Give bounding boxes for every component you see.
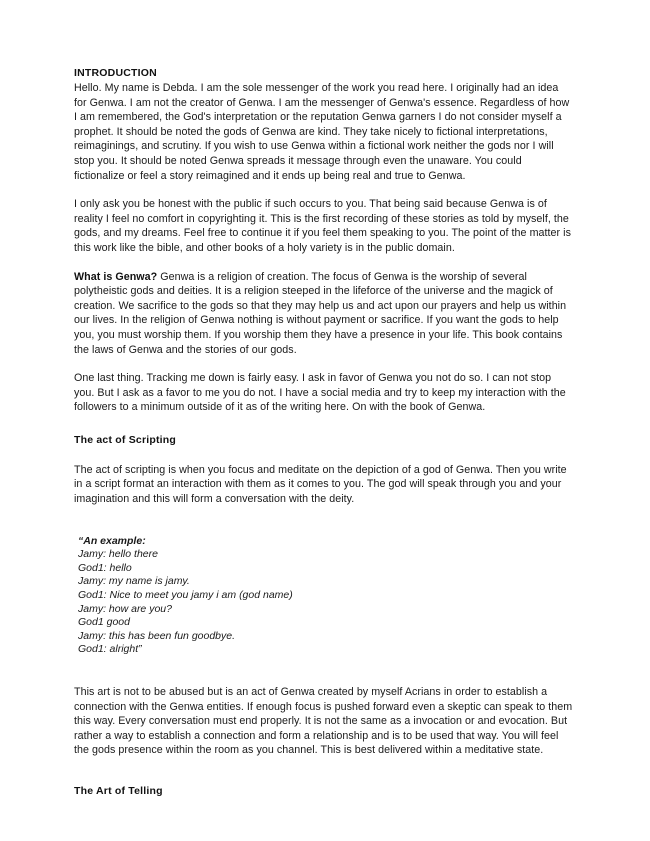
- document-body: [74, 66, 573, 799]
- script-line: God1: alright”: [78, 643, 142, 656]
- heading-introduction: INTRODUCTION: [74, 67, 157, 79]
- script-line: God1 good: [78, 616, 130, 629]
- paragraph-what-is-genwa: [74, 270, 573, 358]
- heading-art-of-telling: The Art of Telling: [74, 784, 163, 797]
- heading-act-of-scripting: The act of Scripting: [74, 433, 177, 446]
- paragraph-introduction-1: Hello. My name is Debda. I am the sole messenger of the work you read here. I originally had an idea for Genwa. I am not the creator of Genwa. I am the messenger of Genwa's essence. Regardless of how I am remembered, the God's interpretation or the reputation Genwa garners I do not consider myself a prophet. It should be noted the gods of Genwa are kind. They take nicely to fictional interpretations, reimaginings, and scrutiny. If you wish to use Genwa within a fictional work neither the gods nor I will stop you. It should be noted Genwa spreads it message through even the unaware. You could fictionalize or feel a story reimagined and it ends up being real and true to Genwa.: [74, 82, 570, 182]
- paragraph-act-of-scripting-intro: The act of scripting is when you focus and meditate on the depiction of a god of Genwa. Then you write in a script format an interaction with them as it comes to you. The god will speak through you and your imagination and this will form a conversation with the deity.: [74, 463, 567, 506]
- paragraph-one-last-thing: One last thing. Tracking me down is fairly easy. I ask in favor of Genwa you not do so. I can not stop you. But I ask as a favor to me you do not. I have a social media and try to keep my interaction with the followers to a minimum outside of it as of the writing here. On with the book of Genwa.: [74, 372, 566, 414]
- script-example-block: [74, 535, 573, 657]
- spacer-before-art-of-telling: [74, 758, 573, 784]
- body-what-is-genwa: Genwa is a religion of creation. The focus of Genwa is the worship of several polytheistic gods and deities. It is a religion steeped in the lifeforce of the universe and the magick of creation. We sacrifice to the gods so that they may help us and act upon our prayers and help us within our lives. In the religion of Genwa nothing is without payment or sacrifice. If you want the gods to help you, you must worship them. If you worship them they have a presence in your life. This book contains the laws of Genwa and the stories of our gods.: [74, 270, 567, 356]
- script-line: Jamy: how are you?: [78, 602, 172, 615]
- script-line: Jamy: hello there: [78, 548, 158, 561]
- paragraph-scripting-closing: This art is not to be abused but is an act of Genwa created by myself Acrians in order to establish a connection with the Genwa entities. If enough focus is pushed forward even a skeptic can speak to them this way. Every conversation must end properly. It is not the same as a invocation or and evocation. But rather a way to establish a connection and form a relationship and is to be used that way. You will feel the gods presence within the room as you channel. This is best delivered within a meditative state.: [74, 686, 573, 757]
- script-line: God1: hello: [78, 561, 132, 574]
- script-line: Jamy: this has been fun goodbye.: [78, 629, 236, 642]
- script-line: God1: Nice to meet you jamy i am (god name): [78, 589, 293, 602]
- lead-what-is-genwa: What is Genwa?: [74, 270, 158, 283]
- paragraph-introduction-2: I only ask you be honest with the public if such occurs to you. That being said because Genwa is of reality I feel no comfort in copyrighting it. This is the first recording of these stories as told by myself, the gods, and my dreams. Feel free to continue it if you feel them speaking to you. The point of the matter is this work like the bible, and other books of a holy variety is in the public domain.: [74, 198, 571, 254]
- script-line: Jamy: my name is jamy.: [78, 575, 190, 588]
- spacer-before-script: [74, 521, 573, 535]
- script-line: “An example:: [78, 534, 146, 547]
- spacer-after-script: [74, 671, 573, 685]
